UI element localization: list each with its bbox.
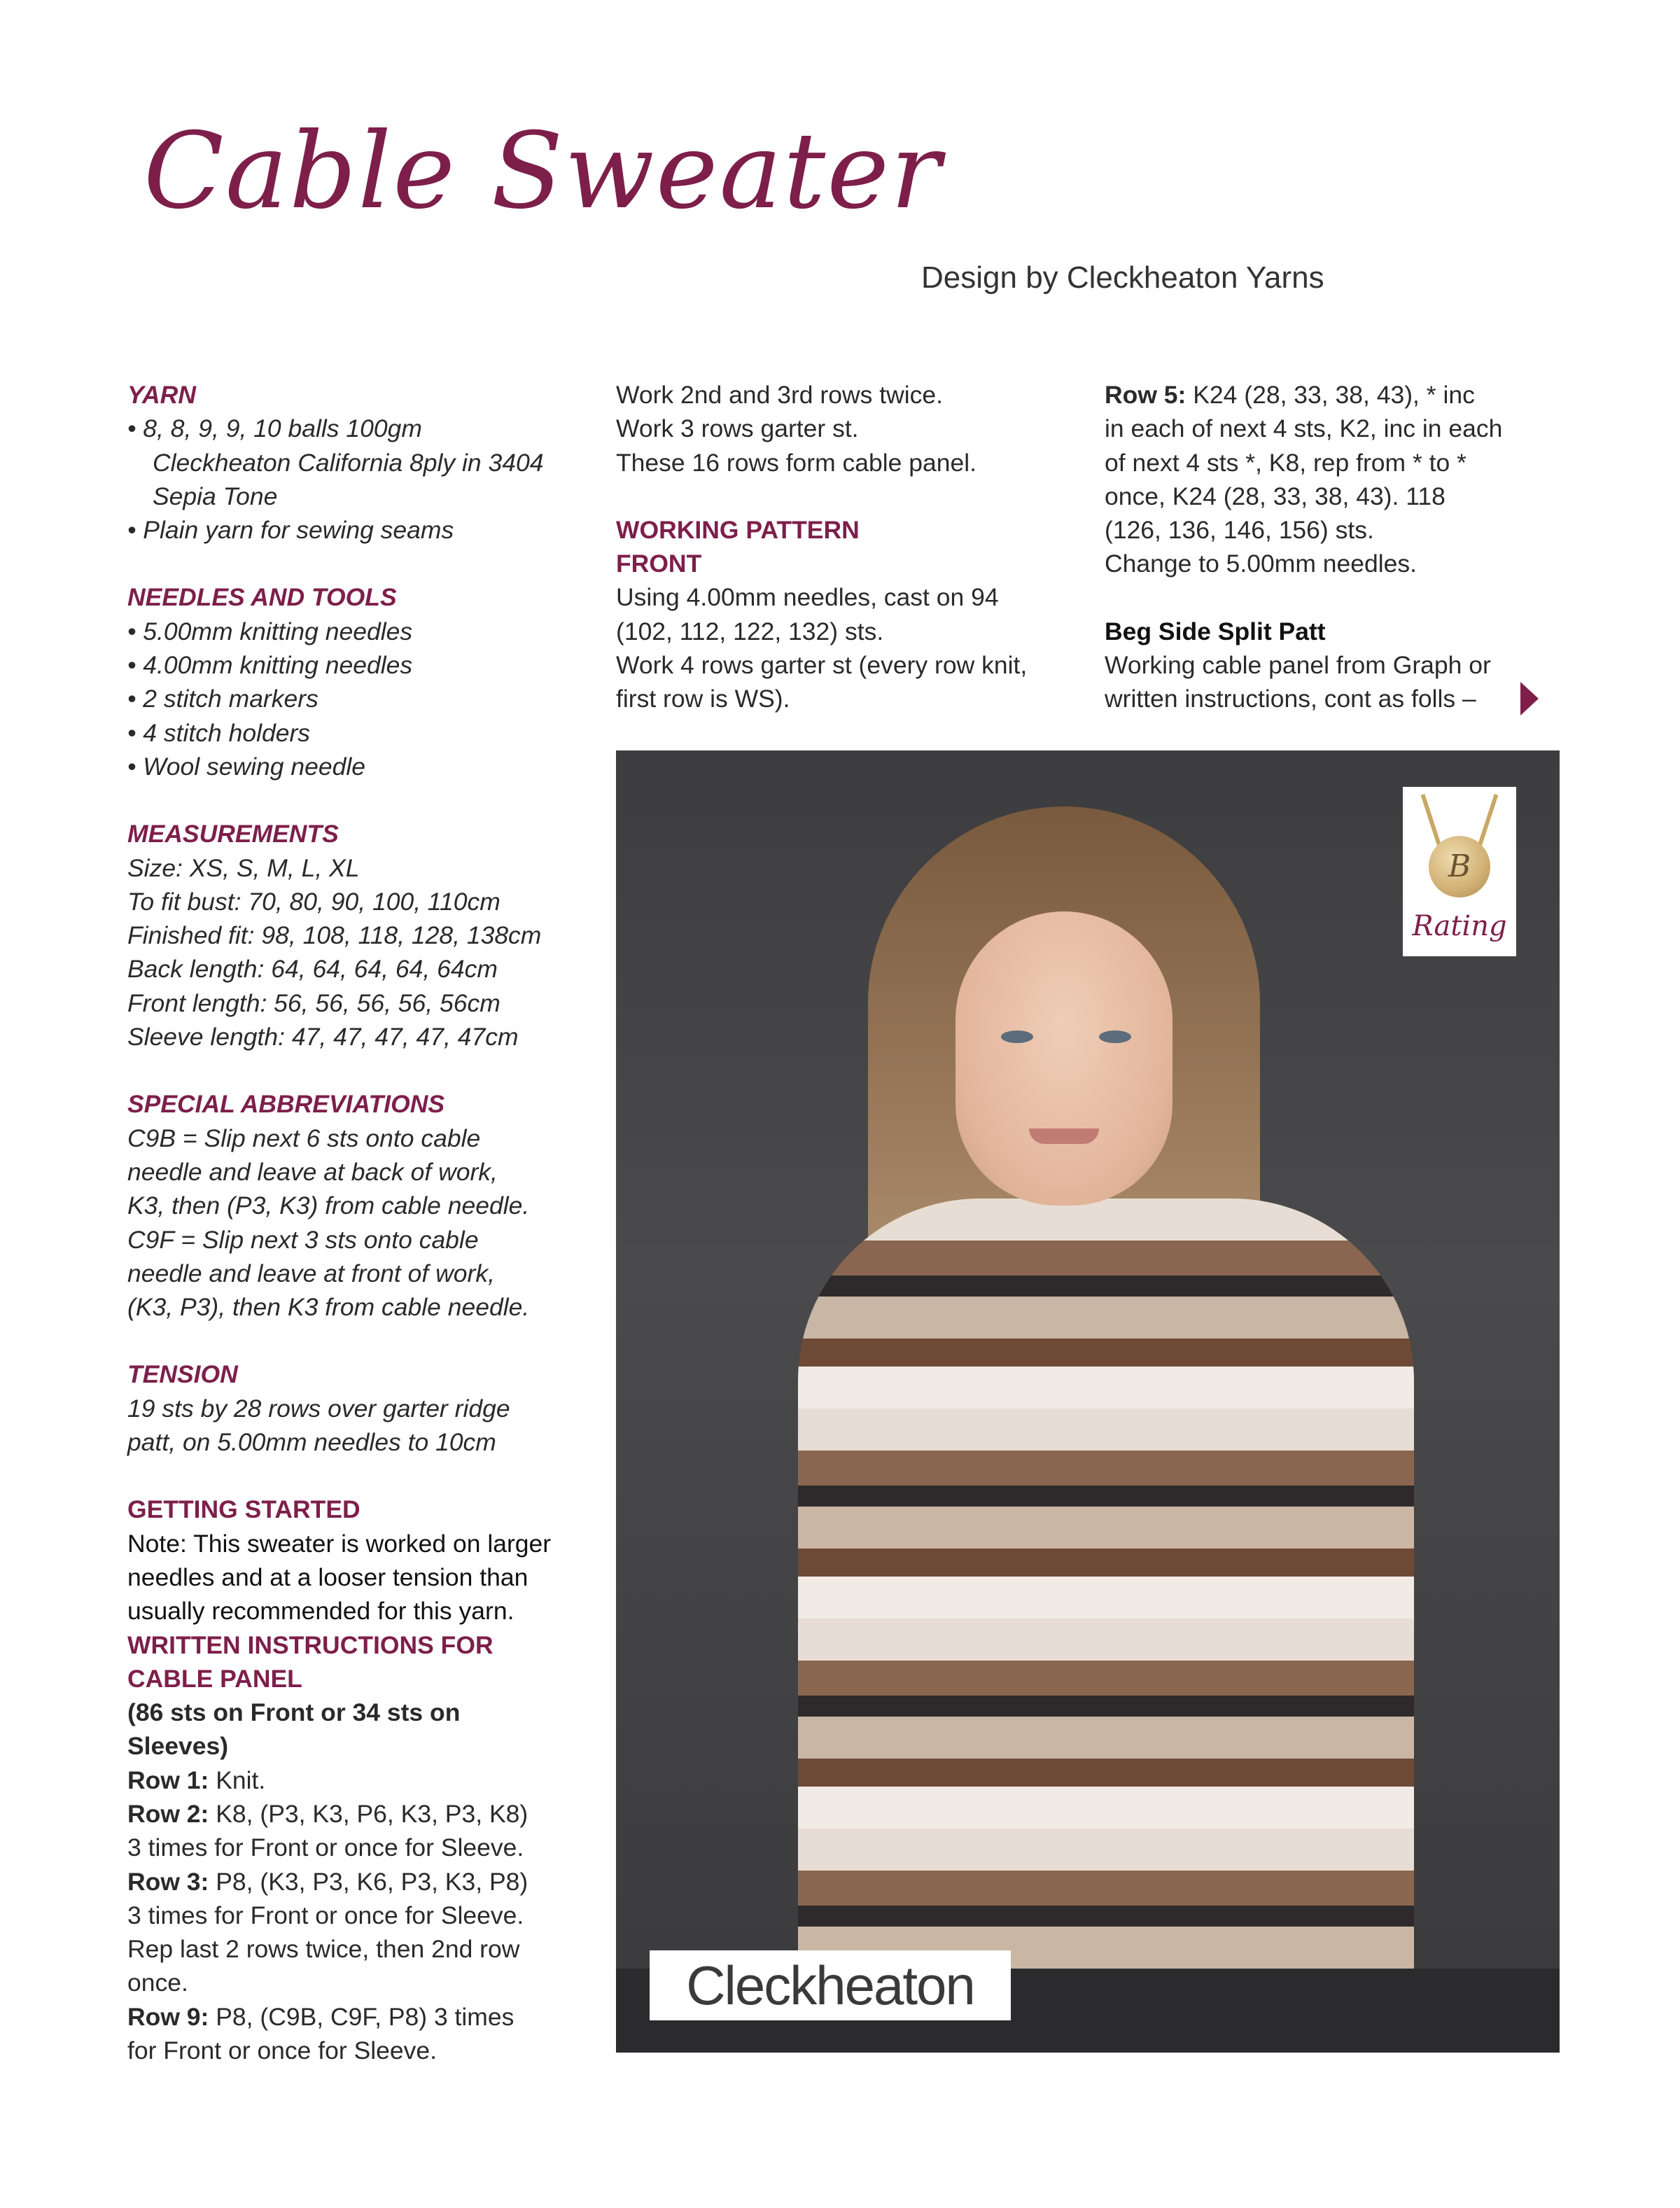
note-line: needles and at a looser tension than [127, 1563, 528, 1591]
photo-sweater [798, 1199, 1414, 2053]
needles-heading: NEEDLES AND TOOLS [127, 583, 397, 612]
photo-eye [1001, 1030, 1033, 1043]
yarn-item: Sepia Tone [153, 482, 278, 510]
yarn-item: • Plain yarn for sewing seams [127, 516, 454, 545]
needles-item: • 5.00mm knitting needles [127, 617, 413, 645]
abbreviation-line: K3, then (P3, K3) from cable needle. [127, 1192, 530, 1220]
row-instruction [127, 1763, 589, 1797]
instruction-line: Working cable panel from Graph or [1105, 651, 1491, 680]
needles-item: • Wool sewing needle [127, 752, 366, 781]
column-middle [616, 378, 1078, 716]
brand-logo: Cleckheaton [650, 1950, 1011, 2020]
column-left [127, 378, 589, 2067]
measurement-line: Finished fit: 98, 108, 118, 128, 138cm [127, 921, 542, 950]
row-text: P8, (K3, P3, K6, P3, K3, P8) [209, 1867, 528, 1896]
instruction-line: These 16 rows form cable panel. [616, 448, 977, 477]
front-heading: FRONT [616, 550, 702, 578]
instruction-line: first row is WS). [616, 685, 790, 713]
pattern-title: Cable Sweater [144, 111, 942, 232]
measurement-line: Back length: 64, 64, 64, 64, 64cm [127, 955, 498, 984]
row-instruction [127, 2000, 589, 2034]
row-instruction [127, 1865, 589, 1899]
photo-eye [1099, 1030, 1131, 1043]
instruction-line: of next 4 sts *, K8, rep from * to * [1105, 448, 1466, 477]
row-instruction [127, 1797, 589, 1831]
measurement-line: Sleeve length: 47, 47, 47, 47, 47cm [127, 1023, 519, 1051]
note-line: usually recommended for this yarn. [127, 1597, 514, 1626]
row-text: 3 times for Front or once for Sleeve. [127, 1833, 524, 1862]
instruction-line: Work 4 rows garter st (every row knit, [616, 651, 1028, 680]
instruction-line: in each of next 4 sts, K2, inc in each [1105, 414, 1503, 443]
abbreviations-heading: SPECIAL ABBREVIATIONS [127, 1090, 445, 1119]
written-instructions-heading: WRITTEN INSTRUCTIONS FOR [127, 1630, 493, 1659]
stitch-count-line: (86 sts on Front or 34 sts on [127, 1698, 461, 1727]
continue-arrow-icon[interactable] [1520, 682, 1539, 715]
instruction-line: written instructions, cont as folls – [1105, 685, 1476, 713]
stitch-count-line: Sleeves) [127, 1732, 229, 1761]
designer-credit: Design by Cleckheaton Yarns [921, 260, 1324, 295]
measurement-line: Size: XS, S, M, L, XL [127, 853, 360, 882]
row-text: K24 (28, 33, 38, 43), * inc [1186, 381, 1475, 409]
yarn-item: Cleckheaton California 8ply in 3404 [153, 448, 544, 477]
row-instruction [1105, 378, 1567, 412]
yarn-item: • 8, 8, 9, 9, 10 balls 100gm [127, 414, 422, 443]
column-right [1105, 378, 1567, 716]
row-label: Row 3: [127, 1867, 209, 1896]
needles-item: • 2 stitch markers [127, 685, 318, 713]
instruction-line: (102, 112, 122, 132) sts. [616, 617, 884, 645]
tension-line: patt, on 5.00mm needles to 10cm [127, 1428, 496, 1457]
yarn-heading: YARN [127, 381, 196, 409]
measurements-heading: MEASUREMENTS [127, 820, 339, 848]
photo-mouth [1029, 1129, 1099, 1144]
abbreviation-line: C9F = Slip next 3 sts onto cable [127, 1225, 479, 1254]
row-text: 3 times for Front or once for Sleeve. [127, 1901, 524, 1929]
photo-face [955, 911, 1172, 1206]
row-text: once. [127, 1969, 188, 1997]
instruction-line: Work 2nd and 3rd rows twice. [616, 381, 943, 409]
row-text: Knit. [209, 1766, 266, 1794]
getting-started-heading: GETTING STARTED [127, 1495, 360, 1524]
row-text: for Front or once for Sleeve. [127, 2036, 437, 2065]
measurement-line: To fit bust: 70, 80, 90, 100, 110cm [127, 887, 500, 916]
row-label: Row 1: [127, 1766, 209, 1794]
side-split-heading: Beg Side Split Patt [1105, 617, 1326, 645]
row-text: K8, (P3, K3, P6, K3, P3, K8) [209, 1799, 528, 1828]
instruction-line: (126, 136, 146, 156) sts. [1105, 516, 1374, 545]
abbreviation-line: C9B = Slip next 6 sts onto cable [127, 1124, 481, 1152]
needles-item: • 4.00mm knitting needles [127, 651, 413, 680]
instruction-line: Using 4.00mm needles, cast on 94 [616, 583, 999, 612]
tension-heading: TENSION [127, 1360, 238, 1389]
row-label: Row 2: [127, 1799, 209, 1828]
instruction-line: Change to 5.00mm needles. [1105, 550, 1418, 578]
abbreviation-line: needle and leave at front of work, [127, 1259, 495, 1287]
rating-label: Rating [1412, 910, 1507, 942]
instruction-line: Work 3 rows garter st. [616, 414, 859, 443]
working-pattern-heading: WORKING PATTERN [616, 515, 860, 544]
note-line: Note: This sweater is worked on larger [127, 1529, 552, 1558]
rating-badge [1403, 787, 1516, 956]
needles-item: • 4 stitch holders [127, 718, 311, 747]
tension-line: 19 sts by 28 rows over garter ridge [127, 1394, 510, 1423]
measurement-line: Front length: 56, 56, 56, 56, 56cm [127, 988, 500, 1017]
abbreviation-line: needle and leave at back of work, [127, 1157, 498, 1186]
row-label: Row 5: [1105, 381, 1186, 409]
yarn-ball-icon: B [1429, 836, 1490, 897]
instruction-line: once, K24 (28, 33, 38, 43). 118 [1105, 482, 1446, 510]
abbreviation-line: (K3, P3), then K3 from cable needle. [127, 1293, 530, 1322]
row-text: P8, (C9B, C9F, P8) 3 times [209, 2002, 514, 2031]
row-text: Rep last 2 rows twice, then 2nd row [127, 1935, 520, 1964]
written-instructions-heading: CABLE PANEL [127, 1664, 302, 1693]
row-label: Row 9: [127, 2002, 209, 2031]
